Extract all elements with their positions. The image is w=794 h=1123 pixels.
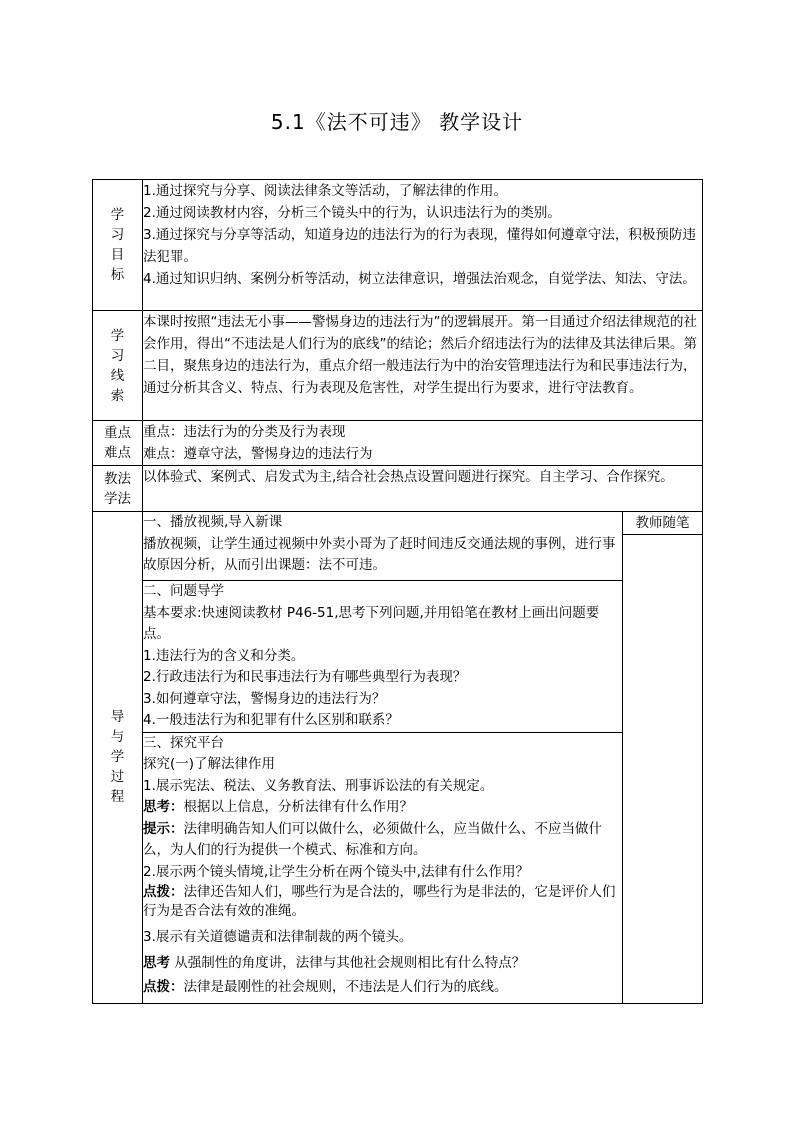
section3-heading: 三、探究平台: [143, 734, 224, 751]
method-content: [143, 466, 703, 512]
section-intro: [143, 512, 623, 581]
method-label-cell: [93, 466, 143, 512]
tip-2-text: 法律是最刚性的社会规则，不违法是人们行为的底线。: [183, 979, 508, 995]
clue-row: [93, 311, 703, 421]
think-1: [143, 797, 622, 819]
process-label-cell: [93, 512, 143, 1004]
method-text: 以体验式、案例式、启发式为主,结合社会热点设置问题进行探究。自主学习、合作探究。: [143, 469, 674, 485]
section1-text: 播放视频，让学生通过视频中外卖小哥为了赶时间违反交通法规的事例，进行事故原因分析，从而引出课题：法不可违。: [143, 535, 616, 573]
think-2-text: 从强制性的角度讲，法律与其他社会规则相比有什么特点？: [174, 954, 526, 971]
section2-heading: 二、问题导学: [143, 583, 224, 599]
clue-label-cell: [93, 311, 143, 421]
tip-1-text: 法律还告知人们，哪些行为是合法的，哪些行为是非法的，它是评价人们行为是否合法有效的准绳。: [143, 884, 616, 919]
method-row: [93, 466, 703, 512]
objective-item: 1.通过探究与分享、阅读法律条文等活动，了解法律的作用。: [143, 183, 507, 199]
key-row: [93, 421, 703, 466]
tip-2: [143, 977, 622, 999]
tip-2-label: 点拨：: [143, 979, 184, 995]
section3-step1: 1.展示宪法、税法、义务教育法、刑事诉讼法的有关规定。: [143, 777, 494, 794]
section1-heading: 一、播放视频,导入新课: [143, 514, 283, 530]
think-1-text: 根据以上信息，分析法律有什么作用？: [183, 799, 413, 815]
key-difficulty: 难点：遵章守法，警惕身边的违法行为: [143, 446, 373, 462]
process-row-3: [93, 581, 703, 733]
clue-label: 学习线索: [110, 327, 125, 404]
objective-item: 3.通过探究与分享等活动，知道身边的违法行为的行为表现，懂得如何遵章守法，积极预防违法犯罪。: [143, 227, 696, 265]
objectives-row: [93, 180, 703, 311]
section3-step2: 2.展示两个镜头情境,让学生分析在两个镜头中,法律有什么作用？: [143, 863, 529, 880]
question-item: 3.如何遵章守法，警惕身边的违法行为？: [143, 690, 386, 707]
question-item: 4.一般违法行为和犯罪有什么区别和联系？: [143, 712, 399, 728]
think-2-label: 思考: [143, 954, 170, 971]
clue-content: [143, 311, 703, 421]
objective-item: 4.通过知识归纳、案例分析等活动，树立法律意识，增强法治观念，自觉学法、知法、守法。: [143, 271, 696, 287]
process-label: 导与学过程: [110, 709, 125, 806]
section3-sub: 探究(一)了解法律作用: [143, 756, 276, 772]
hint-1: [143, 819, 622, 862]
key-focus: 重点：违法行为的分类及行为表现: [143, 424, 346, 440]
process-row-1: [93, 512, 703, 535]
method-label: 教法学法: [104, 470, 131, 507]
think-1-label: 思考：: [143, 799, 184, 815]
section-questions: [143, 581, 623, 733]
tip-1-label: 点拨：: [143, 884, 184, 900]
notes-header: 教师随笔: [623, 512, 703, 535]
notes-column: [623, 535, 703, 1004]
question-item: 1.违法行为的含义和分类。: [143, 647, 305, 664]
objective-item: 2.通过阅读教材内容，分析三个镜头中的行为，认识违法行为的类别。: [143, 205, 561, 221]
key-label-cell: [93, 421, 143, 466]
hint-1-label: 提示：: [143, 820, 184, 837]
clue-text: 本课时按照“违法无小事——警惕身边的违法行为”的逻辑展开。第一目通过介绍法律规范的社会作用，得出“不违法是人们行为的底线”的结论；然后介绍违法行为的法律及其法律后果。第二目，聚焦身边的违法行为，重点介绍一般违法行为中的治安管理违法行为和民事违法行为，通过分析其含义、特点、行为表现及危害性，对学生提出行为要求，进行守法教育。: [143, 314, 697, 396]
section2-intro: 基本要求:快速阅读教材 P46-51,思考下列问题,并用铅笔在教材上画出问题要点。: [143, 604, 600, 642]
question-item: 2.行政违法行为和民事违法行为有哪些典型行为表现？: [143, 669, 467, 685]
lesson-plan-table: [92, 179, 703, 1004]
objectives-label-cell: [93, 180, 143, 311]
hint-1-text: 法律明确告知人们可以做什么，必须做什么，应当做什么、不应当做什么，为人们的行为提供一个模式、标准和方向。: [143, 820, 602, 858]
section-explore: [143, 732, 623, 1003]
page-title: 5.1《法不可违》 教学设计: [270, 110, 524, 134]
tip-1: [143, 883, 622, 921]
objectives-label: 学习目标: [110, 207, 125, 283]
key-content: [143, 421, 703, 466]
process-row-4: [93, 732, 703, 1003]
objectives-content: [143, 180, 703, 311]
section3-step3: 3.展示有关道德谴责和法律制裁的两个镜头。: [143, 929, 413, 945]
think-2: [143, 953, 622, 975]
key-label: 重点难点: [104, 425, 131, 461]
